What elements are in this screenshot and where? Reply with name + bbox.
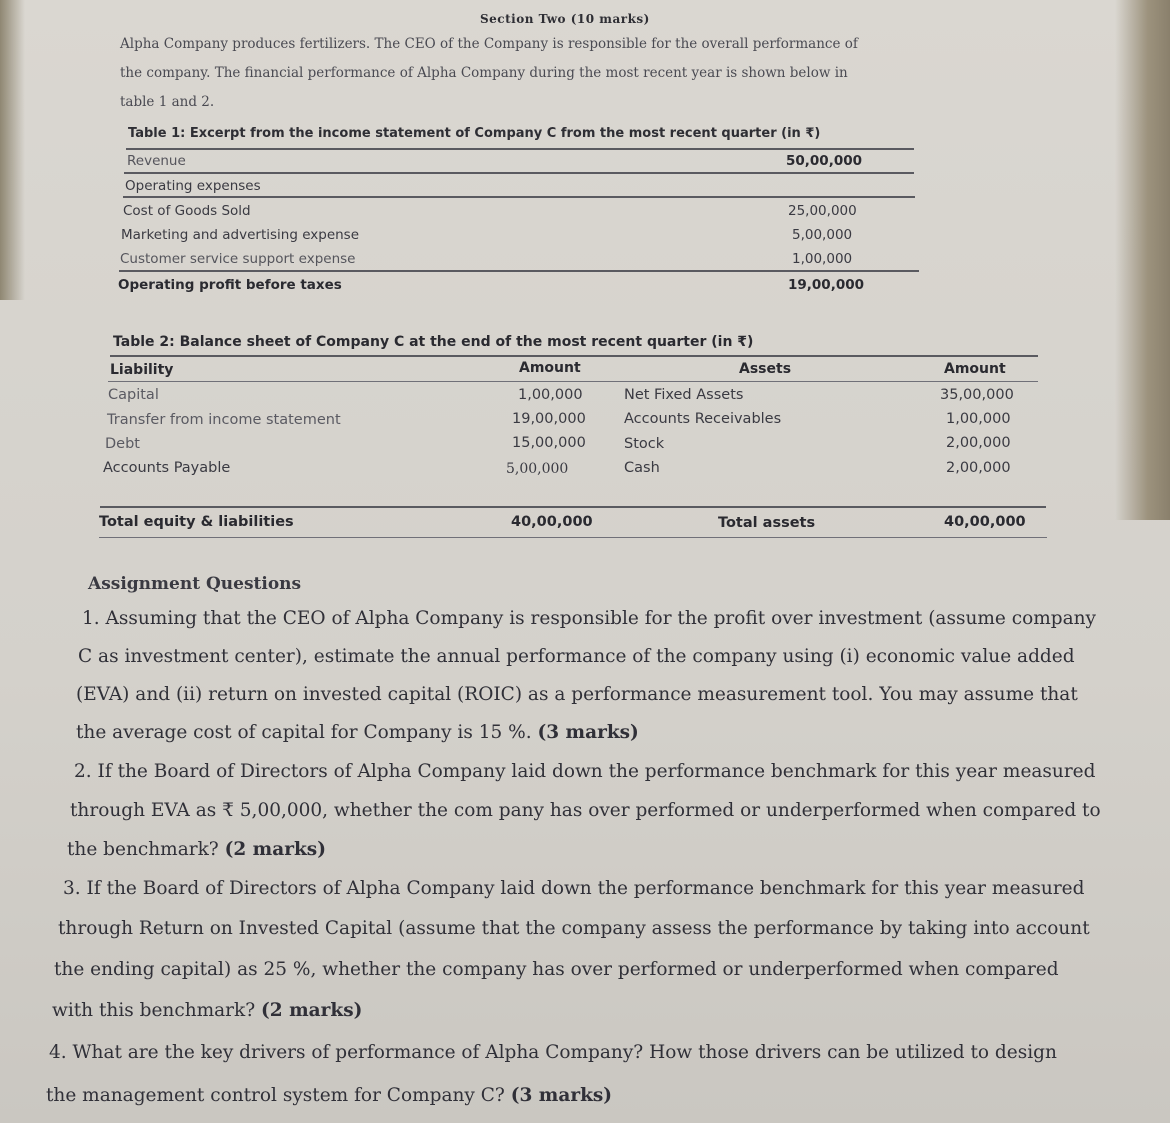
table2-amount-cell: 1,00,000 (946, 411, 1011, 427)
revenue-label: Revenue (127, 153, 186, 169)
revenue-value: 50,00,000 (786, 153, 863, 169)
section-title: Section Two (10 marks) (480, 12, 650, 26)
question-1-marks: (3 marks) (537, 722, 639, 743)
table2-rule (110, 355, 1038, 357)
intro-line: the company. The financial performance of Alpha Company during the most recent year is shown below in (120, 65, 848, 81)
question-1-line: (EVA) and (ii) return on invested capital (ROIC) as a performance measurement tool. You may assume that (76, 684, 1078, 705)
question-4-line: 4. What are the key drivers of performance of Alpha Company? How those drivers can be utilized to design (49, 1042, 1057, 1063)
question-2-line: 2. If the Board of Directors of Alpha Company laid down the performance benchmark for this year measured (74, 761, 1096, 782)
assignment-heading: Assignment Questions (88, 574, 302, 594)
question-3-line: 3. If the Board of Directors of Alpha Company laid down the performance benchmark for this year measured (63, 878, 1085, 899)
total-liabilities-label: Total equity & liabilities (99, 514, 294, 530)
question-3-line: the ending capital) as 25 %, whether the company has over performed or underperformed when compared (54, 959, 1059, 980)
table2-amount-cell: 2,00,000 (946, 460, 1011, 476)
table2-liability-cell: Transfer from income statement (107, 412, 341, 428)
question-4-marks: (3 marks) (510, 1085, 613, 1106)
question-2-text: the benchmark? (67, 839, 225, 860)
question-1-text: the average cost of capital for Company is 15 %. (76, 722, 538, 743)
table1-row-label: Cost of Goods Sold (123, 203, 251, 219)
table2-asset-cell: Net Fixed Assets (624, 387, 744, 403)
intro-line: Alpha Company produces fertilizers. The CEO of the Company is responsible for the overall performance of (120, 36, 858, 52)
table2-amount-cell: 1,00,000 (518, 387, 583, 403)
page-edge-shadow-left (0, 0, 25, 300)
table2-asset-cell: Stock (624, 436, 665, 452)
table2-header-liability: Liability (110, 362, 174, 378)
table2-asset-cell: Cash (624, 460, 660, 476)
opex-header: Operating expenses (125, 178, 261, 194)
question-3-marks: (2 marks) (261, 1000, 363, 1021)
question-4-line (46, 1085, 612, 1106)
question-3-line: through Return on Invested Capital (assume that the company assess the performance by taking into account (58, 918, 1090, 939)
table2-amount-cell: 2,00,000 (946, 435, 1011, 451)
table2-header-amount: Amount (519, 360, 581, 376)
table2-rule (100, 506, 1046, 508)
table1-row-value: 1,00,000 (792, 251, 853, 267)
question-3-text: with this benchmark? (52, 1000, 262, 1021)
question-2-line: through EVA as ₹ 5,00,000, whether the com pany has over performed or underperformed when compared to (70, 800, 1101, 821)
table1-row-value: 5,00,000 (792, 227, 853, 243)
table1-rule (126, 148, 914, 150)
page-edge-shadow-right (1115, 0, 1170, 520)
table2-title: Table 2: Balance sheet of Company C at the end of the most recent quarter (in ₹) (113, 334, 754, 350)
table1-row-label: Marketing and advertising expense (121, 227, 360, 243)
table1-rule (124, 172, 914, 174)
table2-amount-cell: 19,00,000 (512, 411, 586, 427)
table2-amount-cell: 5,00,000 (506, 461, 569, 477)
intro-line: table 1 and 2. (120, 94, 215, 110)
question-1-line: C as investment center), estimate the annual performance of the company using (i) economic value added (78, 646, 1075, 667)
question-2-marks: (2 marks) (224, 839, 326, 860)
question-2-line (67, 839, 326, 860)
table2-amount-cell: 35,00,000 (940, 387, 1014, 403)
table1-rule (119, 270, 919, 272)
total-liabilities-value: 40,00,000 (511, 514, 593, 530)
question-1-line (76, 722, 639, 743)
table2-rule (99, 537, 1047, 538)
table1-title: Table 1: Excerpt from the income statement of Company C from the most recent quarter (in ₹) (128, 126, 821, 141)
question-3-line (52, 1000, 362, 1021)
table2-liability-cell: Capital (108, 387, 159, 403)
table2-amount-cell: 15,00,000 (512, 435, 586, 451)
operating-profit-value: 19,00,000 (788, 277, 865, 293)
table1-row-value: 25,00,000 (788, 203, 857, 219)
table1-row-label: Customer service support expense (120, 251, 356, 267)
table2-asset-cell: Accounts Receivables (624, 411, 782, 427)
question-1-line: 1. Assuming that the CEO of Alpha Company is responsible for the profit over investment (assume company (82, 608, 1097, 629)
question-4-text: the management control system for Company C? (46, 1085, 511, 1106)
table2-liability-cell: Accounts Payable (103, 460, 231, 476)
total-assets-value: 40,00,000 (944, 514, 1026, 530)
table2-header-assets: Assets (739, 361, 792, 377)
table2-header-amount: Amount (944, 361, 1006, 377)
table2-liability-cell: Debt (105, 436, 140, 452)
operating-profit-label: Operating profit before taxes (118, 277, 342, 293)
total-assets-label: Total assets (718, 515, 816, 531)
table2-rule (108, 381, 1038, 382)
table1-rule (123, 196, 915, 198)
